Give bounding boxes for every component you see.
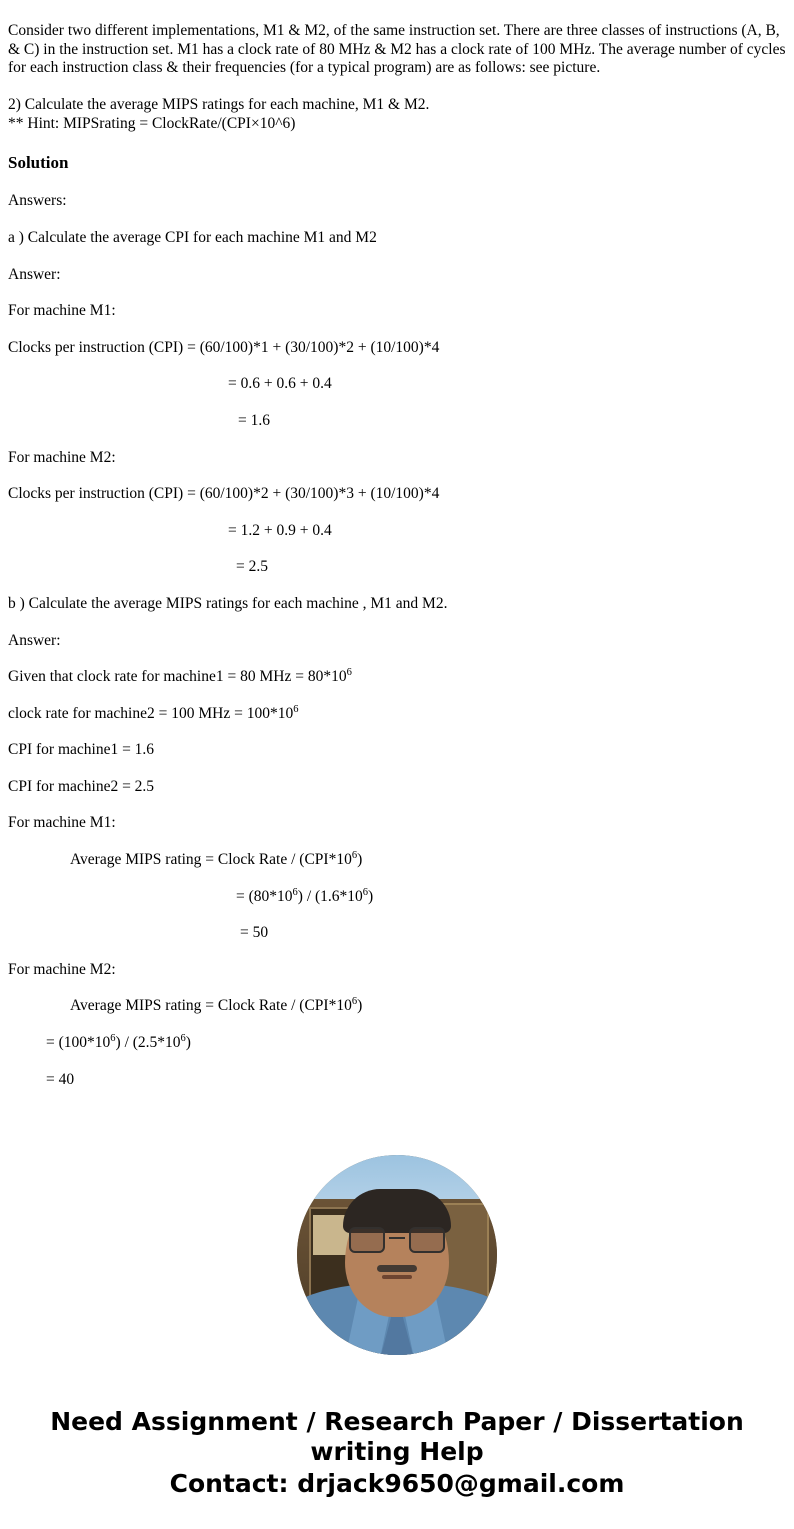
m2-mips-result: = 40 (46, 1070, 75, 1088)
m2-mips-formula-exponent: 6 (351, 996, 358, 1008)
given-clock-rate-m1-text: Given that clock rate for machine1 = 80 MHz = 80*10 (8, 668, 347, 686)
m1-mips-substitution (8, 888, 786, 907)
m2-cpi-step-2: = 2.5 (236, 558, 268, 576)
given-clock-rate-m2-exponent: 6 (293, 703, 299, 715)
machine-m2-heading-2: For machine M2: (8, 960, 116, 978)
m2-mips-sub-text: = (100*10 (46, 1034, 111, 1052)
avatar-eyeglass-left (349, 1227, 385, 1253)
m2-cpi-expression: Clocks per instruction (CPI) = (60/100)*2 + (30/100)*3 + (10/100)*4 (8, 485, 440, 503)
intro-paragraph: Consider two different implementations, M1 & M2, of the same instruction set. There are three classes of instructions (A, B, & C) in the instruction set. M1 has a clock rate of 80 MHz & M2 has a clock rate of 100 MHz. The average number of cycles for each instruction class & their frequencies (for a typical program) are as follows: see picture. (8, 22, 786, 77)
m1-mips-formula-exponent: 6 (351, 849, 358, 861)
m2-mips-sub-exponent-1: 6 (110, 1032, 116, 1044)
footer-line-2: writing Help (310, 1437, 484, 1467)
m2-mips-substitution (8, 1034, 786, 1053)
hint-text: ** Hint: MIPSrating = ClockRate/(CPI×10^6) (8, 115, 296, 133)
m1-mips-sub-exponent-1: 6 (292, 886, 298, 898)
m1-mips-formula-text: Average MIPS rating = Clock Rate / (CPI*10 (70, 851, 352, 869)
machine-m1-heading: For machine M1: (8, 302, 116, 320)
answers-label: Answers: (8, 192, 67, 210)
m2-mips-formula-text: Average MIPS rating = Clock Rate / (CPI*10 (70, 997, 352, 1015)
avatar-eyeglass-bridge (389, 1237, 405, 1239)
part-a-question: a ) Calculate the average CPI for each machine M1 and M2 (8, 228, 377, 246)
m2-mips-sub-mid: ) / (2.5*10 (115, 1034, 181, 1052)
footer-line-1: Need Assignment / Research Paper / Dissertation (50, 1407, 744, 1437)
cpi-machine-2: CPI for machine2 = 2.5 (8, 777, 155, 795)
given-clock-rate-m2-text: clock rate for machine2 = 100 MHz = 100*10 (8, 704, 294, 722)
machine-m2-heading: For machine M2: (8, 448, 116, 466)
m1-cpi-expression: Clocks per instruction (CPI) = (60/100)*1 + (30/100)*2 + (10/100)*4 (8, 338, 440, 356)
cpi-machine-1: CPI for machine1 = 1.6 (8, 741, 155, 759)
solution-heading: Solution (8, 153, 69, 173)
m1-cpi-step-2: = 1.6 (238, 411, 270, 429)
m1-mips-sub-mid: ) / (1.6*10 (297, 887, 363, 905)
answer-label-b: Answer: (8, 631, 61, 649)
m2-mips-formula (8, 997, 786, 1016)
m1-mips-sub-close: ) (368, 887, 374, 905)
footer-contact: Contact: drjack9650@gmail.com (169, 1469, 625, 1499)
avatar-mouth (382, 1275, 412, 1279)
m2-cpi-step-1: = 1.2 + 0.9 + 0.4 (228, 521, 332, 539)
m1-mips-sub-text: = (80*10 (236, 887, 293, 905)
m2-mips-sub-close: ) (185, 1034, 191, 1052)
m1-cpi-step-1: = 0.6 + 0.6 + 0.4 (228, 375, 332, 393)
part-b-question: b ) Calculate the average MIPS ratings for each machine , M1 and M2. (8, 594, 448, 612)
given-clock-rate-m1-exponent: 6 (346, 666, 352, 678)
avatar-eyeglass-right (409, 1227, 445, 1253)
m2-mips-formula-close: ) (357, 997, 363, 1015)
footer-advert (8, 1407, 786, 1529)
m2-mips-sub-exponent-2: 6 (180, 1032, 186, 1044)
machine-m1-heading-2: For machine M1: (8, 814, 116, 832)
m1-mips-formula (8, 851, 786, 870)
m1-mips-result: = 50 (240, 924, 269, 942)
m1-mips-formula-close: ) (357, 851, 363, 869)
answer-label-a: Answer: (8, 265, 61, 283)
avatar (297, 1155, 497, 1355)
question-block (8, 96, 786, 134)
avatar-container (8, 1155, 786, 1355)
given-clock-rate-m2 (8, 705, 786, 724)
avatar-moustache (377, 1265, 417, 1272)
m1-mips-sub-exponent-2: 6 (362, 886, 369, 898)
given-clock-rate-m1 (8, 668, 786, 687)
question-text: 2) Calculate the average MIPS ratings for each machine, M1 & M2. (8, 95, 430, 113)
